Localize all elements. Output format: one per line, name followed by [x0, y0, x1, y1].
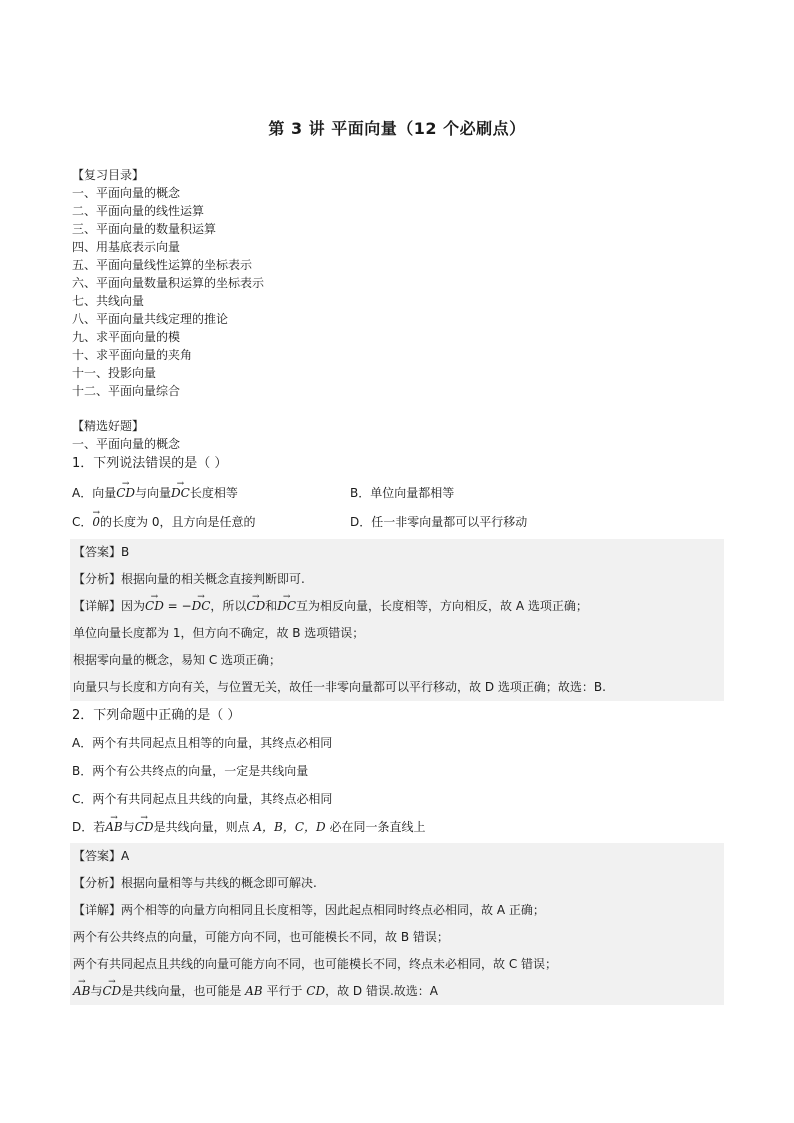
- vector-cd: → CD: [246, 593, 265, 620]
- q2-detail-line-3: 两个有共同起点且共线的向量可能方向不同，也可能模长不同，终点未必相同，故 C 错误；: [70, 951, 724, 978]
- review-item: 十二、平面向量综合: [72, 384, 181, 398]
- vector-cd: → CD: [145, 593, 164, 620]
- selected-header: 【精选好题】: [72, 419, 145, 433]
- review-item: 六、平面向量数量积运算的坐标表示: [72, 276, 265, 290]
- vector-cd: → CD: [103, 978, 122, 1005]
- q1-analysis: 【分析】根据向量的相关概念直接判断即可.: [70, 566, 724, 593]
- review-item: 二、平面向量的线性运算: [72, 204, 205, 218]
- q2-option-d: D．若→ AB与→ CD是共线向量，则点 A，B，C，D 必在同一条直线上: [72, 819, 426, 835]
- page-title: 第 3 讲 平面向量（12 个必刷点）: [268, 119, 526, 138]
- q1-detail-line-4: 向量只与长度和方向有关，与位置无关，故任一非零向量都可以平行移动，故 D 选项正确；故选：B.: [70, 674, 724, 701]
- review-item: 十、求平面向量的夹角: [72, 348, 193, 362]
- review-item: 九、求平面向量的模: [72, 330, 181, 344]
- q1-detail: 【详解】因为→ CD = −→ DC，所以→ CD和→ DC互为相反向量，长度相等，方向相反，故 A 选项正确；: [70, 593, 724, 620]
- review-item: 八、平面向量共线定理的推论: [72, 312, 229, 326]
- q1-detail-line-3: 根据零向量的概念，易知 C 选项正确；: [70, 647, 724, 674]
- q2-detail: 【详解】两个相等的向量方向相同且长度相等，因此起点相同时终点必相同，故 A 正确；: [70, 897, 724, 924]
- q1-detail-line-2: 单位向量长度都为 1，但方向不确定，故 B 选项错误；: [70, 620, 724, 647]
- vector-cd: → CD: [135, 819, 154, 835]
- q2-answer: 【答案】A: [70, 843, 724, 870]
- review-item: 十一、投影向量: [72, 366, 157, 380]
- question-1-stem: 1．下列说法错误的是（ ）: [72, 456, 228, 471]
- q2-option-a: A．两个有共同起点且相等的向量，其终点必相同: [72, 736, 333, 750]
- q2-option-b: B．两个有公共终点的向量，一定是共线向量: [72, 764, 309, 778]
- q2-detail-line-2: 两个有公共终点的向量，可能方向不同，也可能模长不同，故 B 错误；: [70, 924, 724, 951]
- q2-option-c: C．两个有共同起点且共线的向量，其终点必相同: [72, 792, 333, 806]
- q1-option-b: B．单位向量都相等: [350, 486, 455, 500]
- vector-ab: → AB: [73, 978, 90, 1005]
- review-item: 七、共线向量: [72, 294, 145, 308]
- q1-option-d: D．任一非零向量都可以平行移动: [350, 515, 528, 529]
- review-item: 五、平面向量线性运算的坐标表示: [72, 258, 253, 272]
- q2-detail-line-4: → AB与→ CD是共线向量，也可能是 AB 平行于 CD，故 D 错误.故选：A: [70, 978, 724, 1005]
- vector-dc: → DC: [171, 485, 190, 501]
- vector-dc: → DC: [277, 593, 296, 620]
- q1-answer: 【答案】B: [70, 539, 724, 566]
- question-2-stem: 2．下列命题中正确的是（ ）: [72, 708, 241, 723]
- q1-option-c: C．→ 0的长度为 0，且方向是任意的: [72, 514, 255, 530]
- review-item: 一、平面向量的概念: [72, 186, 181, 200]
- review-item: 四、用基底表示向量: [72, 240, 181, 254]
- vector-ab: → AB: [105, 819, 122, 835]
- q2-analysis: 【分析】根据向量相等与共线的概念即可解决.: [70, 870, 724, 897]
- vector-dc: → DC: [192, 593, 211, 620]
- section-title: 一、平面向量的概念: [72, 437, 181, 451]
- review-header: 【复习目录】: [72, 168, 145, 182]
- zero-vector: → 0: [92, 514, 100, 530]
- q1-option-a: A．向量→ CD与向量→ DC长度相等: [72, 485, 238, 501]
- review-item: 三、平面向量的数量积运算: [72, 222, 217, 236]
- vector-cd: → CD: [116, 485, 135, 501]
